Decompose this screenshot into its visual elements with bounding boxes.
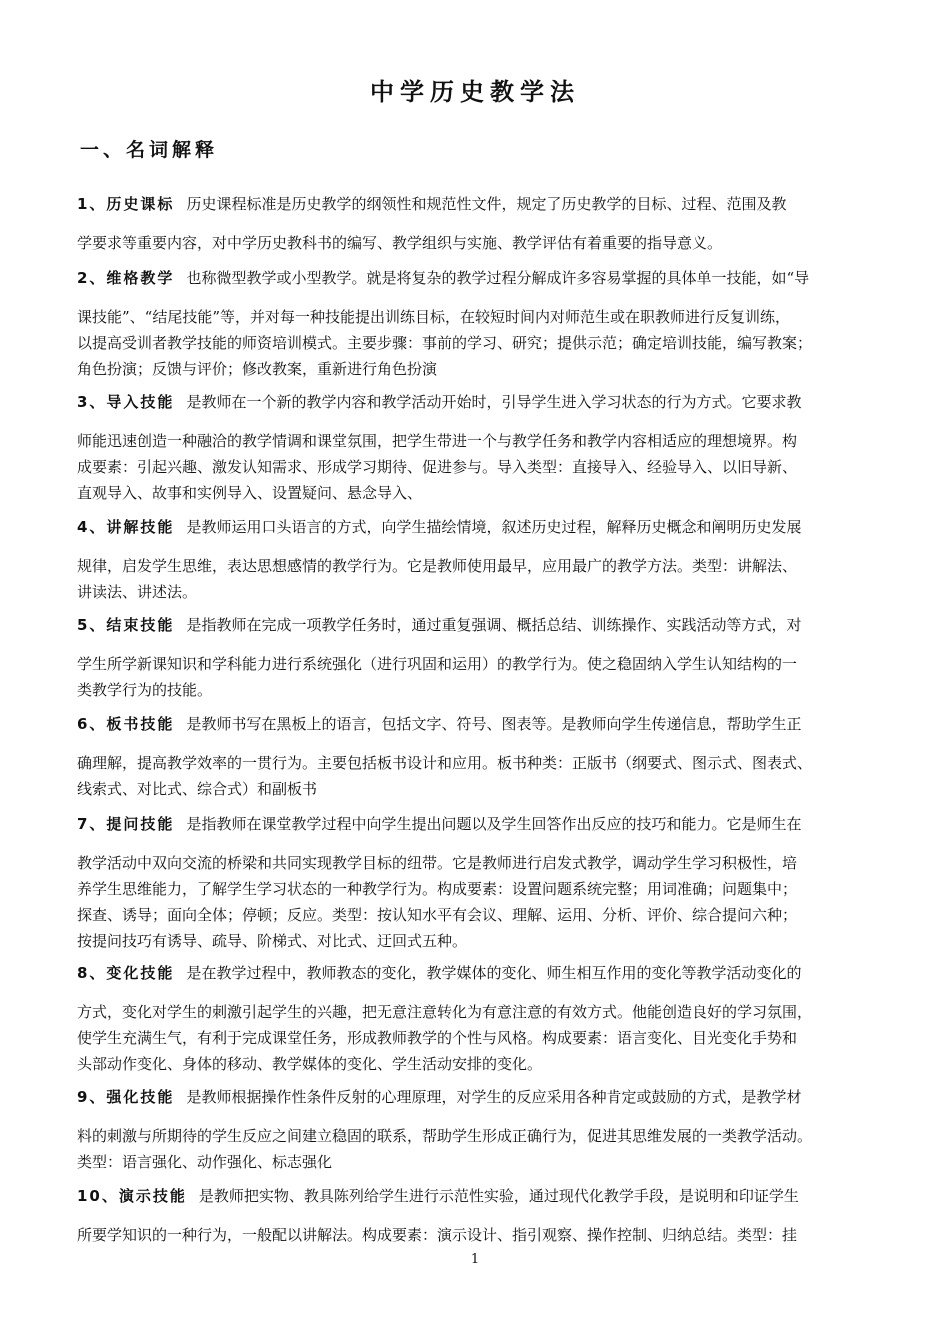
entry-text-line: 是教师书写在黑板上的语言，包括文字、符号、图表等。是教师向学生传递信息，帮助学生正 <box>186 715 802 733</box>
section-heading: 一、名词解释 <box>80 139 219 161</box>
entry-text-line: 料的刺激与所期待的学生反应之间建立稳固的联系，帮助学生形成正确行为，促进其思维发展的一类教学活动。 <box>77 1127 813 1145</box>
entry-text-line: 是指教师在课堂教学过程中向学生提出问题以及学生回答作出反应的技巧和能力。它是师生在 <box>186 815 802 833</box>
entry-first-line <box>77 1178 877 1214</box>
entry-term: 7、提问技能 <box>77 815 175 833</box>
entry-first-line <box>77 955 877 991</box>
document-title: 中学历史教学法 <box>370 78 580 106</box>
definition-entry <box>77 806 877 954</box>
definition-entry <box>77 509 877 605</box>
entry-text-line: 是在教学过程中，教师教态的变化，教学媒体的变化、师生相互作用的变化等教学活动变化的 <box>186 964 802 982</box>
entry-first-line <box>77 509 877 545</box>
entry-text-line: 师能迅速创造一种融洽的教学情调和课堂氛围，把学生带进一个与教学任务和教学内容相适应的理想境界。构 <box>77 432 798 450</box>
entry-text-line: 线索式、对比式、综合式）和副板书 <box>77 780 318 798</box>
entry-text-line: 探查、诱导；面向全体；停顿；反应。类型：按认知水平有会议、理解、运用、分析、评价、综合提问六种； <box>77 906 798 924</box>
entry-text-line: 确理解，提高教学效率的一贯行为。主要包括板书设计和应用。板书种类：正版书（纲要式、图示式、图表式、 <box>77 754 813 772</box>
entry-first-line <box>77 1079 877 1115</box>
entry-text-line: 是教师根据操作性条件反射的心理原理，对学生的反应采用各种肯定或鼓励的方式，是教学材 <box>186 1088 802 1106</box>
entry-text-line: 所要学知识的一种行为，一般配以讲解法。构成要素：演示设计、指引观察、操作控制、归纳总结。类型：挂 <box>77 1226 798 1244</box>
entry-text-line: 类教学行为的技能。 <box>77 681 213 699</box>
definition-entry <box>77 1178 877 1248</box>
definition-entry <box>77 384 877 506</box>
entry-term: 9、强化技能 <box>77 1088 175 1106</box>
entry-first-line <box>77 706 877 742</box>
entry-first-line <box>77 260 877 296</box>
entry-term: 2、维格教学 <box>77 269 175 287</box>
entry-text-line: 规律，启发学生思维，表达思想感情的教学行为。它是教师使用最早，应用最广的教学方法。类型：讲解法、 <box>77 557 798 575</box>
definition-entry <box>77 260 877 382</box>
entry-term: 6、板书技能 <box>77 715 175 733</box>
entry-term: 4、讲解技能 <box>77 518 175 536</box>
entry-text-line: 是指教师在完成一项教学任务时，通过重复强调、概括总结、训练操作、实践活动等方式，对 <box>186 616 802 634</box>
entry-first-line <box>77 186 877 222</box>
entry-text-line: 直观导入、故事和实例导入、设置疑问、悬念导入、 <box>77 484 423 502</box>
entry-term: 5、结束技能 <box>77 616 175 634</box>
entry-text-line: 学生所学新课知识和学科能力进行系统强化（进行巩固和运用）的教学行为。使之稳固纳入学生认知结构的一 <box>77 655 798 673</box>
entry-text-line: 头部动作变化、身体的移动、教学媒体的变化、学生活动安排的变化。 <box>77 1055 543 1073</box>
entry-first-line <box>77 806 877 842</box>
entry-text-line: 课技能”、“结尾技能”等，并对每一种技能提出训练目标，在较短时间内对师范生或在职教师进行反复训练， <box>77 308 791 326</box>
entry-text-line: 角色扮演；反馈与评价；修改教案，重新进行角色扮演 <box>77 360 438 378</box>
entry-first-line <box>77 607 877 643</box>
entry-term: 10、演示技能 <box>77 1187 187 1205</box>
entry-text-line: 方式，变化对学生的刺激引起学生的兴趣，把无意注意转化为有意注意的有效方式。他能创造良好的学习氛围， <box>77 1003 813 1021</box>
entry-text-line: 也称微型教学或小型教学。就是将复杂的教学过程分解成许多容易掌握的具体单一技能，如“导 <box>186 269 810 287</box>
entry-text-line: 按提问技巧有诱导、疏导、阶梯式、对比式、迂回式五种。 <box>77 932 468 950</box>
entry-text-line: 类型：语言强化、动作强化、标志强化 <box>77 1153 333 1171</box>
entry-first-line <box>77 384 877 420</box>
entry-term: 1、历史课标 <box>77 195 175 213</box>
entry-text-line: 以提高受训者教学技能的师资培训模式。主要步骤：事前的学习、研究；提供示范；确定培训技能，编写教案； <box>77 334 813 352</box>
definition-entry <box>77 607 877 703</box>
page-number: 1 <box>470 1252 480 1267</box>
definition-entry <box>77 186 877 256</box>
entry-term: 8、变化技能 <box>77 964 175 982</box>
entry-term: 3、导入技能 <box>77 393 175 411</box>
entry-text-line: 是教师在一个新的教学内容和教学活动开始时，引导学生进入学习状态的行为方式。它要求教 <box>186 393 802 411</box>
entry-text-line: 是教师运用口头语言的方式，向学生描绘情境，叙述历史过程，解释历史概念和阐明历史发展 <box>186 518 802 536</box>
definition-entry <box>77 955 877 1077</box>
entry-text-line: 养学生思维能力，了解学生学习状态的一种教学行为。构成要素：设置问题系统完整；用词准确；问题集中； <box>77 880 798 898</box>
entry-text-line: 教学活动中双向交流的桥梁和共同实现教学目标的纽带。它是教师进行启发式教学，调动学生学习积极性，培 <box>77 854 798 872</box>
entry-text-line: 讲读法、讲述法。 <box>77 583 198 601</box>
entry-text-line: 是教师把实物、教具陈列给学生进行示范性实验，通过现代化教学手段，是说明和印证学生 <box>198 1187 799 1205</box>
definition-entry <box>77 706 877 802</box>
entry-text-line: 历史课程标准是历史教学的纲领性和规范性文件，规定了历史教学的目标、过程、范围及教 <box>186 195 787 213</box>
entry-text-line: 成要素：引起兴趣、激发认知需求、形成学习期待、促进参与。导入类型：直接导入、经验导入、以旧导新、 <box>77 458 798 476</box>
entry-text-line: 使学生充满生气，有利于完成课堂任务，形成教师教学的个性与风格。构成要素：语言变化、目光变化手势和 <box>77 1029 798 1047</box>
definition-entry <box>77 1079 877 1175</box>
entry-text-line: 学要求等重要内容，对中学历史教科书的编写、教学组织与实施、教学评估有着重要的指导意义。 <box>77 234 723 252</box>
